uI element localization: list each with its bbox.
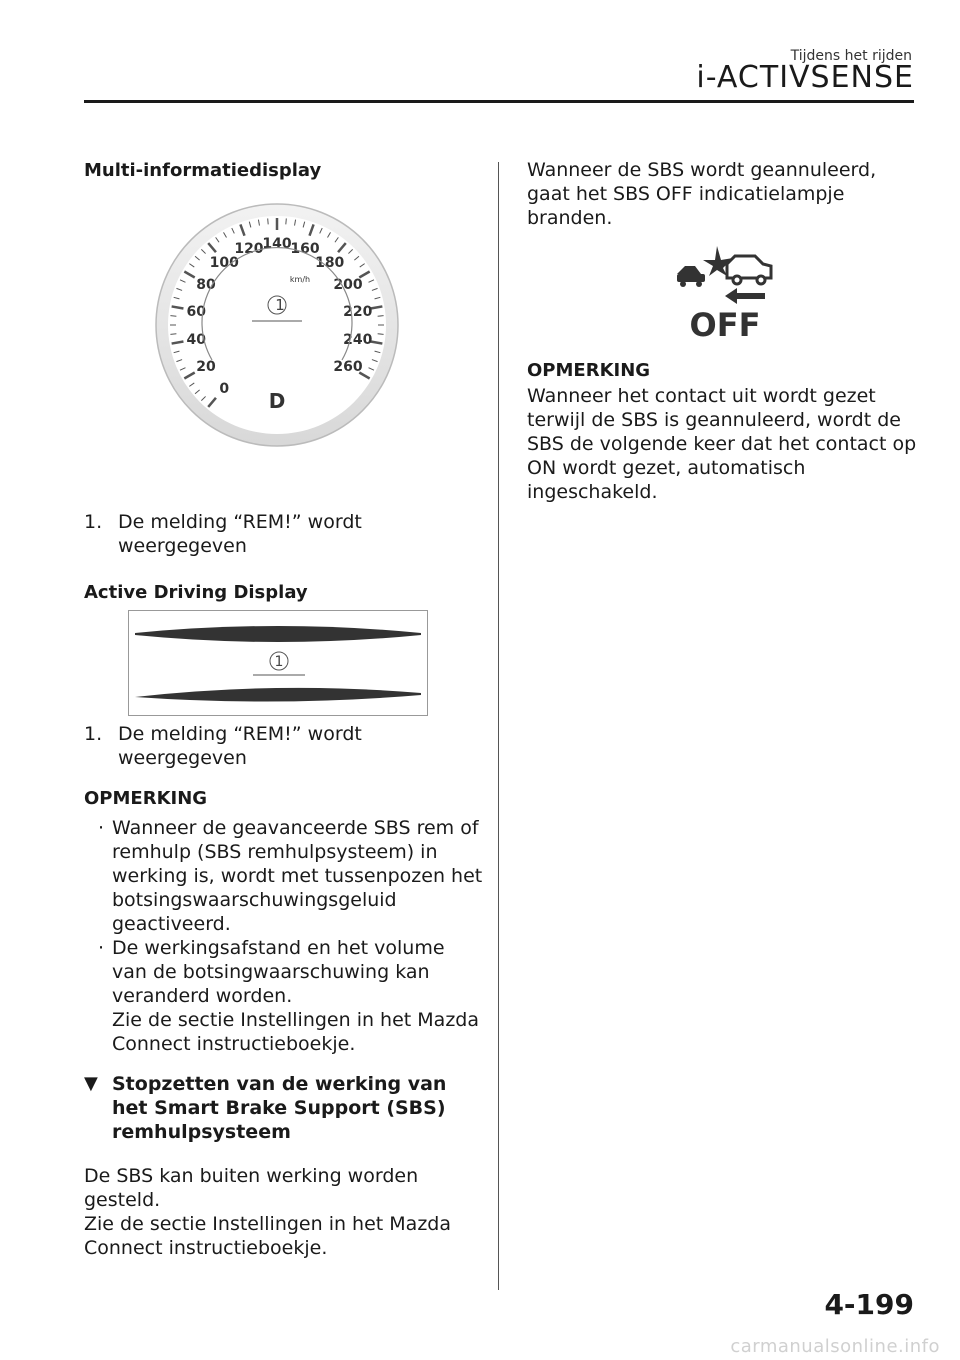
add-callout-number: 1 xyxy=(274,654,284,670)
speed-tick-label: 240 xyxy=(343,332,373,349)
speed-tick-label: 60 xyxy=(186,303,206,320)
left-column xyxy=(84,158,484,1260)
add-caption-text: De melding “REM!” wordt weergegeven xyxy=(118,723,362,769)
sbs-off-icon xyxy=(675,246,775,342)
note-bullet xyxy=(84,936,484,1056)
mid-caption-number: 1. xyxy=(84,511,103,533)
add-figure xyxy=(128,610,428,716)
speed-tick-label: 220 xyxy=(343,303,373,320)
bullet-dot: · xyxy=(98,937,105,959)
sbs-off-label: OFF xyxy=(689,306,761,342)
section-heading-text: Stopzetten van de werking van het Smart Brake Support (SBS) remhulpsysteem xyxy=(112,1073,447,1143)
right-column xyxy=(527,158,917,504)
speed-unit: km/h xyxy=(289,275,311,284)
minor-tick xyxy=(378,334,384,335)
right-note-title: OPMERKING xyxy=(527,360,651,381)
display-bottom-band xyxy=(135,688,421,702)
note-bullet xyxy=(84,816,484,936)
gear-indicator: D xyxy=(268,389,286,413)
bullet-dot: · xyxy=(98,817,105,839)
speed-tick-label: 200 xyxy=(333,277,363,293)
section-label: Tijdens het rijden xyxy=(790,48,912,64)
add-caption-number: 1. xyxy=(84,723,103,745)
note-bullet-text: Wanneer de geavanceerde SBS rem of remhulp (SBS remhulpsysteem) in werking is, wordt met tussenpozen het botsingswaarschuwingsgeluid geactiveerd. xyxy=(112,817,483,935)
speed-tick-label: 40 xyxy=(186,332,206,349)
minor-tick xyxy=(170,334,176,335)
column-divider xyxy=(498,162,499,1290)
active-driving-display-illustration xyxy=(129,611,427,715)
speedometer-figure xyxy=(152,200,402,450)
mid-caption-text: De melding “REM!” wordt weergegeven xyxy=(118,511,362,557)
add-heading: Active Driving Display xyxy=(84,582,308,603)
right-note-body: Wanneer het contact uit wordt gezet terwijl de SBS is geannuleerd, wordt de SBS de volgende keer dat het contact op ON wordt gezet, automatisch ingeschakeld. xyxy=(527,385,917,503)
minor-tick xyxy=(286,218,287,224)
watermark: carmanualsonline.info xyxy=(730,1336,940,1357)
minor-tick xyxy=(170,316,176,317)
note-title: OPMERKING xyxy=(84,788,208,809)
sbs-off-indicator xyxy=(675,246,775,342)
minor-tick xyxy=(268,218,269,224)
display-top-band xyxy=(135,626,421,642)
section-heading xyxy=(84,1072,484,1144)
speed-tick-label: 260 xyxy=(333,359,363,375)
speed-tick-label: 80 xyxy=(196,277,216,293)
page-number: 4-199 xyxy=(824,1288,914,1321)
section-body: De SBS kan buiten werking worden gesteld. Zie de sectie Instellingen in het Mazda Connect instructieboekje. xyxy=(84,1165,451,1259)
header-rule xyxy=(84,100,914,103)
callout-number: 1 xyxy=(275,296,285,314)
mid-caption xyxy=(84,510,484,558)
speed-tick-label: 20 xyxy=(196,359,216,375)
speed-tick-label: 160 xyxy=(290,240,320,257)
speed-tick-label: 120 xyxy=(234,240,264,257)
mid-heading: Multi-informatiedisplay xyxy=(84,160,322,181)
speed-tick-label: 100 xyxy=(209,255,239,272)
add-caption xyxy=(84,722,484,770)
triangle-down-icon: ▼ xyxy=(84,1073,98,1094)
speed-tick-label: 0 xyxy=(219,380,230,397)
minor-tick xyxy=(378,316,384,317)
speed-tick-label: 180 xyxy=(315,255,345,272)
right-intro: Wanneer de SBS wordt geannuleerd, gaat het SBS OFF indicatielampje branden. xyxy=(527,159,877,229)
speed-tick-label: 140 xyxy=(262,236,292,252)
speedometer-illustration xyxy=(152,200,402,450)
chapter-title: i-ACTIVSENSE xyxy=(696,60,914,95)
note-bullet-text: De werkingsafstand en het volume van de botsingwaarschuwing kan veranderd worden. Zie de sectie Instellingen in het Mazda Connect instructieboekje. xyxy=(112,937,479,1055)
